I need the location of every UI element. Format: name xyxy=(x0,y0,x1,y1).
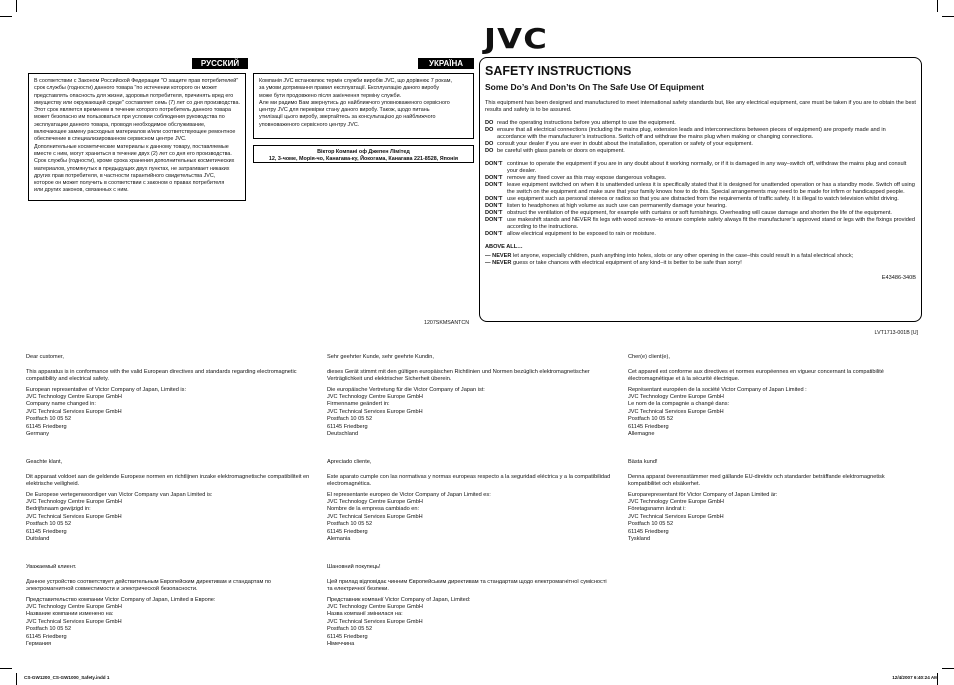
safety-rule xyxy=(485,217,916,231)
safety-rule xyxy=(485,260,916,267)
rule-text: read the operating instructions before you attempt to use the equipment. xyxy=(497,120,676,126)
doc-code-left: 1207SKMSANTCN xyxy=(424,320,470,326)
safety-rule xyxy=(485,148,916,155)
rule-text: let anyone, especially children, push anything into holes, slots or any other opening in the case–this could result in a fatal electrical shock; xyxy=(513,253,854,259)
ukrainian-address xyxy=(253,145,474,163)
address-line: 61145 Friedberg xyxy=(26,528,67,535)
rule-keyword: DON’T xyxy=(485,175,503,181)
language-block xyxy=(327,564,612,648)
crop-mark xyxy=(0,16,12,17)
address-line: JVC Technical Services Europe GmbH xyxy=(327,618,423,625)
representative-line: El representante europeo de Victor Company of Japan Limited es: xyxy=(327,491,491,498)
footer-date: 12/4/2007 6:40:24 AM xyxy=(892,675,938,680)
address-line: JVC Technical Services Europe GmbH xyxy=(628,408,724,415)
address-line: JVC Technical Services Europe GmbH xyxy=(628,513,724,520)
notice-line: Срок службы (годности), кроме срока хранения дополнительных косметических xyxy=(34,158,235,165)
above-all: ABOVE ALL… xyxy=(485,244,523,250)
rule-text: use makeshift stands and NEVER fix legs with wood screws–to ensure complete safety always fit the manufacturer’s approved stand or legs with the fixings provided according to the instructions. xyxy=(507,217,916,230)
address-line: Alemania xyxy=(327,536,351,543)
notice-line: В соответствии с Законом Российской Федерации "О защите прав потребителей" xyxy=(34,78,239,84)
rule-keyword: DO xyxy=(485,127,494,133)
ukrainian-label: УКРАЇНА xyxy=(418,58,474,69)
representative-line: European representative of Victor Company of Japan, Limited is: xyxy=(26,386,187,393)
representative-line: Représentant européen de la société Victor Company of Japan Limited : xyxy=(628,386,807,393)
representative-line: De Europese vertegenwoordiger van Victor Company van Japan Limited is: xyxy=(26,491,213,498)
safety-rule xyxy=(485,175,916,182)
greeting: Уважаемый клиент. xyxy=(26,564,77,570)
address-line: Название компании изменено на: xyxy=(26,611,114,618)
russian-label: РУССКИЙ xyxy=(192,58,248,69)
crop-mark xyxy=(942,668,954,669)
greeting: Dear customer, xyxy=(26,354,64,360)
rule-keyword: DON’T xyxy=(485,161,503,167)
address-line: Германия xyxy=(26,641,52,648)
address-line: Company name changed in: xyxy=(26,401,96,408)
russian-notice xyxy=(28,73,246,201)
notice-line: центру JVC для перевірки стану даного виробу. Також, щодо питань xyxy=(259,107,430,114)
notice-line: може бути продовжено після закінчення терміну служби. xyxy=(259,92,402,99)
address-line: Postfach 10 05 52 xyxy=(26,626,72,633)
address-line: JVC Technology Centre Europe GmbH xyxy=(327,604,423,611)
rule-keyword: — NEVER xyxy=(485,260,512,266)
rule-text: listen to headphones at high volume as such use can permanently damage your hearing. xyxy=(507,203,727,209)
conformance-text: Dit apparaat voldoet aan de geldende Europese normen en richtlijnen inzake elektromagnetische compatibiliteit en elektrische veiligheid. xyxy=(26,473,310,488)
notice-line: Компанія JVC встановлює термін служби виробів JVC, що дорівнює 7 рокам, xyxy=(259,78,452,84)
safety-rule xyxy=(485,141,916,148)
safety-instructions-box xyxy=(479,57,922,322)
address-line: Віктор Компані оф Джепен Лімітед xyxy=(317,149,410,155)
safety-title: SAFETY INSTRUCTIONS xyxy=(485,64,632,78)
safety-rule xyxy=(485,203,916,210)
safety-rule xyxy=(485,231,916,238)
address-line: JVC Technology Centre Europe GmbH xyxy=(628,394,724,401)
language-block xyxy=(327,354,612,438)
address-line: 61145 Friedberg xyxy=(327,423,368,430)
representative-line: Представительство компании Victor Company of Japan, Limited в Европе: xyxy=(26,596,216,603)
notice-line: утилізації цього виробу, звертайтесь за консультацією до найближчого xyxy=(259,114,436,121)
safety-subtitle: Some Do’s And Don’ts On The Safe Use Of Equipment xyxy=(485,82,704,92)
notice-line: Але ми радимо Вам звернутись до найближчого уповноваженого сервісного xyxy=(259,99,450,106)
greeting: Шановний покупець! xyxy=(327,564,381,570)
address-line: Назва компанії змінилася на: xyxy=(327,611,403,618)
address-line: JVC Technical Services Europe GmbH xyxy=(26,618,122,625)
rule-keyword: DON’T xyxy=(485,231,503,237)
safety-rule xyxy=(485,120,916,127)
notice-line: имуществу или окружающей среде" составляет семь (7) лет со дня производства. xyxy=(34,99,240,106)
address-line: 61145 Friedberg xyxy=(26,633,67,640)
notice-line: вместе с ним, могут храниться в течение двух (2) лет со дня его производства. xyxy=(34,150,232,157)
address-line: 61145 Friedberg xyxy=(628,528,669,535)
address-line: Allemagne xyxy=(628,431,655,438)
representative-line: Die europäische Vertretung für die Victor Company of Japan ist: xyxy=(327,386,485,393)
crop-mark xyxy=(16,673,17,685)
address-line: Postfach 10 05 52 xyxy=(26,416,72,423)
rule-text: obstruct the ventilation of the equipment, for example with curtains or soft furnishings. Overheating will cause damage and shorten the life of the equipment. xyxy=(507,210,892,216)
language-block xyxy=(628,459,913,543)
address-line: Bedrijfsnaam gewijzigd in: xyxy=(26,506,91,513)
notice-line: срок службы (годности) данного товара "по истечении которого он может xyxy=(34,85,218,92)
address-line: Företagsnamn ändrat i: xyxy=(628,506,686,513)
address-line: Postfach 10 05 52 xyxy=(327,416,373,423)
address-line: JVC Technical Services Europe GmbH xyxy=(26,408,122,415)
rule-text: guess or take chances with electrical equipment of any kind–it is better to be safe than sorry! xyxy=(513,260,742,266)
address-line: Німеччина xyxy=(327,641,355,648)
notice-line: уповноваженого сервісного центру JVC. xyxy=(259,121,360,128)
rule-keyword: DO xyxy=(485,148,494,154)
address-line: JVC Technology Centre Europe GmbH xyxy=(26,604,122,611)
rule-keyword: DO xyxy=(485,120,494,126)
address-line: JVC Technology Centre Europe GmbH xyxy=(327,394,423,401)
address-line: JVC Technology Centre Europe GmbH xyxy=(628,499,724,506)
jvc-logo: JVC xyxy=(484,22,548,55)
language-block xyxy=(26,354,311,438)
notice-line: Дополнительные косметические материалы к данному товару, поставляемые xyxy=(34,143,229,150)
safety-rule xyxy=(485,182,916,196)
representative-line: Представник компанії Victor Company of Japan, Limited: xyxy=(327,596,471,603)
rule-keyword: DO xyxy=(485,141,494,147)
address-line: Le nom de la compagnie a changé dans: xyxy=(628,401,730,408)
representative-line: Europarepresentant för Victor Company of Japan Limited är: xyxy=(628,491,778,498)
crop-mark xyxy=(16,0,17,12)
address-line: Tyskland xyxy=(628,536,651,543)
address-line: Postfach 10 05 52 xyxy=(628,521,674,528)
notice-line: других прав потребителя, в частности гарантийного свидетельства JVC, xyxy=(34,172,216,179)
conformance-text: Cet appareil est conforme aux directives et normes européennes en vigueur concernant la compatibilité électromagnétique et à la sécurité électrique. xyxy=(628,368,884,383)
notice-line: представлять опасность для жизни, здоровья потребителя, причинять вред его xyxy=(34,92,234,99)
notice-line: включающее замену расходных материалов и/или соответствующее ремонтное xyxy=(34,129,236,136)
address-line: JVC Technical Services Europe GmbH xyxy=(327,408,423,415)
notice-line: Этот срок является временем в течение которого потребитель данного товара xyxy=(34,107,232,114)
language-block xyxy=(327,459,612,543)
doc-code-right: LVT1713-001B [U] xyxy=(874,330,918,336)
language-block xyxy=(26,564,311,648)
rule-text: ensure that all electrical connections (including the mains plug, extension leads and interconnections between pieces of equipment) are properly made and in accordance with the manufacturer’s instructions. Switch off and withdraw the mains plug when making or changing connections. xyxy=(497,127,886,140)
rule-text: be careful with glass panels or doors on equipment. xyxy=(497,148,625,154)
notice-line: которое он может получить в соответствии с законом о правах потребителя xyxy=(34,180,225,187)
safety-code: E43486-340B xyxy=(881,275,916,281)
rule-keyword: DON’T xyxy=(485,182,503,188)
greeting: Cher(e) client(e), xyxy=(628,354,670,360)
address-line: 12, 3-чоме, Морія-чо, Канагава-ку, Йокогама, Канагава 221-8528, Японія xyxy=(268,156,459,163)
rule-text: continue to operate the equipment if you are in any doubt about it working normally, or if it is damaged in any way–switch off, withdraw the mains plug and consult your dealer. xyxy=(507,161,907,174)
address-line: JVC Technology Centre Europe GmbH xyxy=(327,499,423,506)
address-line: Deutschland xyxy=(327,431,359,438)
safety-rule xyxy=(485,210,916,217)
rule-text: remove any fixed cover as this may expose dangerous voltages. xyxy=(507,175,667,181)
rule-keyword: DON’T xyxy=(485,210,503,216)
safety-rule xyxy=(485,161,916,175)
address-line: Postfach 10 05 52 xyxy=(628,416,674,423)
safety-intro: This equipment has been designed and manufactured to meet international safety standards but, like any electrical equipment, care must be taken if you are to obtain the best results and safety is to be assured. xyxy=(485,100,916,113)
address-line: JVC Technical Services Europe GmbH xyxy=(26,513,122,520)
notice-line: за умови дотримання правил експлуатації. Експлуатацію даного виробу xyxy=(259,85,440,92)
donts-list xyxy=(485,161,916,238)
notice-line: может безопасно им пользоваться при условии соблюдения руководства по xyxy=(34,114,225,121)
address-line: JVC Technology Centre Europe GmbH xyxy=(26,499,122,506)
greeting: Sehr geehrter Kunde, sehr geehrte Kundin, xyxy=(327,354,434,360)
safety-rule xyxy=(485,196,916,203)
notice-line: обеспечение в специализированном сервисном центре JVC. xyxy=(34,136,187,143)
address-line: 61145 Friedberg xyxy=(628,423,669,430)
conformance-text: Цей прилад відповідає чинним Європейським директивам та стандартам щодо електромагнітної сумісності та електричної безпеки. xyxy=(327,578,607,593)
greeting: Geachte klant, xyxy=(26,459,63,465)
greeting: Apreciado cliente, xyxy=(327,459,372,465)
rule-keyword: DON’T xyxy=(485,217,503,223)
rule-text: use equipment such as personal stereos or radios so that you are distracted from the requirements of traffic safety. It is illegal to watch television whilst driving. xyxy=(507,196,899,202)
conformance-text: dieses Gerät stimmt mit den gültigen europäischen Richtlinien und Normen bezüglich elektromagnetischer Verträglichkeit und elektrischer Sicherheit überein. xyxy=(327,368,590,383)
rule-keyword: — NEVER xyxy=(485,253,512,259)
address-line: Nombre de la empresa cambiado en: xyxy=(327,506,420,513)
footer-file: CS-GW1200_CS-GW1000_Safety.indd 1 xyxy=(24,675,110,680)
address-line: 61145 Friedberg xyxy=(327,633,368,640)
conformance-text: This apparatus is in conformance with the valid European directives and standards regarding electromagnetic compatibility and electrical safety. xyxy=(26,368,297,383)
address-line: 61145 Friedberg xyxy=(327,528,368,535)
crop-mark xyxy=(0,668,12,669)
rule-keyword: DON’T xyxy=(485,196,503,202)
address-line: Germany xyxy=(26,431,50,438)
address-line: Postfach 10 05 52 xyxy=(327,521,373,528)
conformance-text: Данное устройство соответствует действительным Европейским директивам и стандартам по электромагнитной совместимости и электрической безопасности. xyxy=(26,578,272,593)
safety-rule xyxy=(485,253,916,260)
safety-rule xyxy=(485,127,916,141)
crop-mark xyxy=(937,0,938,12)
greeting: Bästa kund! xyxy=(628,459,658,465)
address-line: 61145 Friedberg xyxy=(26,423,67,430)
crop-mark xyxy=(942,16,954,17)
address-line: JVC Technical Services Europe GmbH xyxy=(327,513,423,520)
language-block xyxy=(628,354,913,438)
conformance-text: Denna apparat överensstämmer med gällande EU-direktiv och standarder beträffande elektromagnetisk kompatibilitet och elsäkerhet. xyxy=(628,473,885,488)
notice-line: материалов, упомянутых в предыдущих двух пунктах, не затрагивает никаких xyxy=(34,165,230,172)
address-line: Firmenname geändert in: xyxy=(327,401,390,408)
rule-text: leave equipment switched on when it is unattended unless it is specifically stated that it is designed for unattended operation or has a standby mode. Switch off using the switch on the equipment and make sure that your family knows how to do this. Special arrangements may need to be made for infirm or handicapped people. xyxy=(507,182,915,195)
ukrainian-notice xyxy=(253,73,474,139)
notice-line: или других законов, связанных с ним. xyxy=(34,187,129,194)
conformance-text: Este aparato cumple con las normativas y normas europeas respecto a la seguridad eléctrica y a la compatibilidad electromagnética. xyxy=(327,473,611,488)
address-line: JVC Technology Centre Europe GmbH xyxy=(26,394,122,401)
rule-keyword: DON’T xyxy=(485,203,503,209)
rule-text: consult your dealer if you are ever in doubt about the installation, operation or safety of your equipment. xyxy=(497,141,753,147)
notice-line: эксплуатации данного товара, проводя необходимое обслуживание, xyxy=(34,121,206,128)
address-line: Postfach 10 05 52 xyxy=(26,521,72,528)
rule-text: allow electrical equipment to be exposed to rain or moisture. xyxy=(507,231,656,237)
address-line: Postfach 10 05 52 xyxy=(327,626,373,633)
language-block xyxy=(26,459,311,543)
dos-list xyxy=(485,120,916,155)
address-line: Duitsland xyxy=(26,536,50,543)
nevers-list xyxy=(485,253,916,267)
